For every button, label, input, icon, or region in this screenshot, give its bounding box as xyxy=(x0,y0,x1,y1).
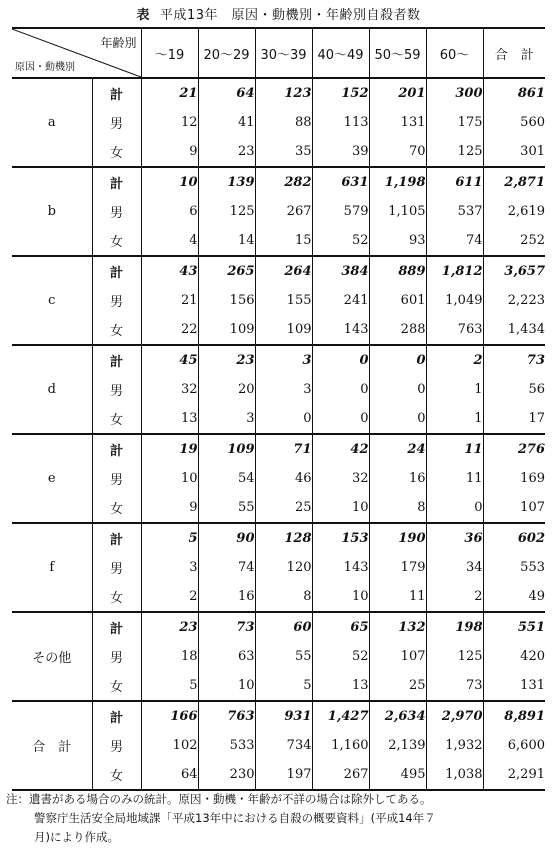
data-cell: 74 xyxy=(198,553,255,582)
data-cell: 201 xyxy=(369,78,426,108)
col-header-40s: 40～49 xyxy=(312,28,369,78)
data-cell: 267 xyxy=(255,197,312,226)
data-cell: 230 xyxy=(198,760,255,790)
data-cell: 4 xyxy=(141,226,198,256)
data-cell: 12 xyxy=(141,108,198,137)
cause-label: 合 計 xyxy=(12,701,92,790)
data-cell: 1,198 xyxy=(369,167,426,197)
table-row xyxy=(12,582,545,612)
row-kind-total: 計 xyxy=(92,434,141,464)
data-cell: 25 xyxy=(369,671,426,701)
table-row xyxy=(12,464,545,493)
row-kind-female: 女 xyxy=(92,226,141,256)
row-kind-total: 計 xyxy=(92,256,141,286)
title-prefix: 表 xyxy=(136,8,150,23)
data-cell: 109 xyxy=(198,434,255,464)
row-kind-male: 男 xyxy=(92,731,141,760)
corner-cause-label: 原因・動機別 xyxy=(15,62,75,73)
cause-label: b xyxy=(12,167,92,256)
data-cell: 34 xyxy=(426,553,483,582)
row-total-cell: 2,619 xyxy=(483,197,545,226)
data-cell: 70 xyxy=(369,137,426,167)
table-row xyxy=(12,226,545,256)
row-total-cell: 2,291 xyxy=(483,760,545,790)
row-kind-total: 計 xyxy=(92,612,141,642)
data-cell: 23 xyxy=(198,137,255,167)
data-cell: 155 xyxy=(255,286,312,315)
data-cell: 1,932 xyxy=(426,731,483,760)
row-kind-male: 男 xyxy=(92,464,141,493)
data-cell: 64 xyxy=(198,78,255,108)
data-cell: 495 xyxy=(369,760,426,790)
data-cell: 52 xyxy=(312,226,369,256)
data-cell: 13 xyxy=(312,671,369,701)
data-cell: 16 xyxy=(198,582,255,612)
col-header-under-19: ～19 xyxy=(141,28,198,78)
data-cell: 2 xyxy=(426,345,483,375)
row-total-cell: 8,891 xyxy=(483,701,545,731)
data-cell: 10 xyxy=(141,167,198,197)
table-row xyxy=(12,760,545,790)
data-cell: 0 xyxy=(312,404,369,434)
row-kind-male: 男 xyxy=(92,197,141,226)
data-cell: 41 xyxy=(198,108,255,137)
data-cell: 11 xyxy=(426,464,483,493)
data-cell: 1,812 xyxy=(426,256,483,286)
data-cell: 300 xyxy=(426,78,483,108)
data-cell: 537 xyxy=(426,197,483,226)
data-cell: 23 xyxy=(198,345,255,375)
table-row xyxy=(12,523,545,553)
table-row xyxy=(12,108,545,137)
row-total-cell: 2,871 xyxy=(483,167,545,197)
table-row xyxy=(12,434,545,464)
data-cell: 156 xyxy=(198,286,255,315)
data-cell: 2,970 xyxy=(426,701,483,731)
row-kind-male: 男 xyxy=(92,375,141,404)
col-header-60-plus: 60～ xyxy=(426,28,483,78)
table-row xyxy=(12,731,545,760)
row-total-cell: 861 xyxy=(483,78,545,108)
data-cell: 1,038 xyxy=(426,760,483,790)
table-row xyxy=(12,315,545,345)
data-cell: 579 xyxy=(312,197,369,226)
row-total-cell: 1,434 xyxy=(483,315,545,345)
data-cell: 1 xyxy=(426,375,483,404)
data-cell: 265 xyxy=(198,256,255,286)
data-cell: 25 xyxy=(255,493,312,523)
row-kind-total: 計 xyxy=(92,167,141,197)
cause-label: c xyxy=(12,256,92,345)
row-total-cell: 73 xyxy=(483,345,545,375)
data-cell: 20 xyxy=(198,375,255,404)
row-total-cell: 602 xyxy=(483,523,545,553)
data-cell: 125 xyxy=(198,197,255,226)
data-cell: 55 xyxy=(198,493,255,523)
data-cell: 10 xyxy=(312,493,369,523)
col-header-total: 合 計 xyxy=(483,28,545,78)
title-text: 平成13年 原因・動機別・年齢別自殺者数 xyxy=(159,8,421,23)
footnote-line-3: 月)により作成。 xyxy=(34,830,119,844)
data-cell: 123 xyxy=(255,78,312,108)
row-kind-female: 女 xyxy=(92,582,141,612)
data-cell: 52 xyxy=(312,642,369,671)
row-kind-total: 計 xyxy=(92,523,141,553)
data-cell: 54 xyxy=(198,464,255,493)
data-cell: 32 xyxy=(312,464,369,493)
col-header-30s: 30～39 xyxy=(255,28,312,78)
data-cell: 60 xyxy=(255,612,312,642)
row-kind-male: 男 xyxy=(92,108,141,137)
data-cell: 73 xyxy=(198,612,255,642)
data-cell: 2 xyxy=(141,582,198,612)
row-total-cell: 131 xyxy=(483,671,545,701)
data-cell: 11 xyxy=(369,582,426,612)
table-row xyxy=(12,375,545,404)
data-cell: 5 xyxy=(141,671,198,701)
data-cell: 611 xyxy=(426,167,483,197)
cause-label: a xyxy=(12,78,92,167)
data-cell: 2,634 xyxy=(369,701,426,731)
row-total-cell: 6,600 xyxy=(483,731,545,760)
table-row xyxy=(12,167,545,197)
data-cell: 107 xyxy=(369,642,426,671)
row-total-cell: 107 xyxy=(483,493,545,523)
data-cell: 1,105 xyxy=(369,197,426,226)
corner-cell xyxy=(12,28,141,78)
data-cell: 35 xyxy=(255,137,312,167)
data-cell: 39 xyxy=(312,137,369,167)
data-cell: 2 xyxy=(426,582,483,612)
data-cell: 264 xyxy=(255,256,312,286)
data-cell: 143 xyxy=(312,315,369,345)
data-cell: 45 xyxy=(141,345,198,375)
data-cell: 139 xyxy=(198,167,255,197)
table-row xyxy=(12,612,545,642)
data-cell: 93 xyxy=(369,226,426,256)
row-total-cell: 276 xyxy=(483,434,545,464)
data-cell: 10 xyxy=(141,464,198,493)
row-kind-total: 計 xyxy=(92,701,141,731)
footnote xyxy=(6,790,551,847)
data-cell: 55 xyxy=(255,642,312,671)
data-cell: 1,160 xyxy=(312,731,369,760)
data-cell: 8 xyxy=(255,582,312,612)
suicide-statistics-table xyxy=(12,27,545,791)
data-cell: 132 xyxy=(369,612,426,642)
data-cell: 23 xyxy=(141,612,198,642)
table-row xyxy=(12,345,545,375)
data-cell: 63 xyxy=(198,642,255,671)
row-total-cell: 301 xyxy=(483,137,545,167)
row-total-cell: 56 xyxy=(483,375,545,404)
table-row xyxy=(12,642,545,671)
table-row xyxy=(12,701,545,731)
data-cell: 198 xyxy=(426,612,483,642)
data-cell: 1,427 xyxy=(312,701,369,731)
col-header-50s: 50～59 xyxy=(369,28,426,78)
data-cell: 190 xyxy=(369,523,426,553)
data-cell: 102 xyxy=(141,731,198,760)
data-cell: 3 xyxy=(198,404,255,434)
data-cell: 65 xyxy=(312,612,369,642)
row-kind-total: 計 xyxy=(92,345,141,375)
table-row xyxy=(12,286,545,315)
data-cell: 64 xyxy=(141,760,198,790)
data-cell: 166 xyxy=(141,701,198,731)
row-total-cell: 560 xyxy=(483,108,545,137)
data-cell: 19 xyxy=(141,434,198,464)
footnote-line-2: 警察庁生活安全局地域課「平成13年中における自殺の概要資料」(平成14年７ xyxy=(34,811,436,825)
data-cell: 10 xyxy=(198,671,255,701)
data-cell: 16 xyxy=(369,464,426,493)
row-kind-female: 女 xyxy=(92,493,141,523)
row-total-cell: 420 xyxy=(483,642,545,671)
data-cell: 267 xyxy=(312,760,369,790)
table-row xyxy=(12,137,545,167)
data-cell: 125 xyxy=(426,642,483,671)
data-cell: 288 xyxy=(369,315,426,345)
data-cell: 131 xyxy=(369,108,426,137)
data-cell: 0 xyxy=(312,375,369,404)
data-cell: 0 xyxy=(369,404,426,434)
row-total-cell: 17 xyxy=(483,404,545,434)
data-cell: 73 xyxy=(426,671,483,701)
data-cell: 128 xyxy=(255,523,312,553)
data-cell: 0 xyxy=(426,493,483,523)
data-cell: 152 xyxy=(312,78,369,108)
data-cell: 282 xyxy=(255,167,312,197)
row-total-cell: 3,657 xyxy=(483,256,545,286)
data-cell: 46 xyxy=(255,464,312,493)
data-cell: 120 xyxy=(255,553,312,582)
data-cell: 153 xyxy=(312,523,369,553)
row-kind-female: 女 xyxy=(92,404,141,434)
cause-label: e xyxy=(12,434,92,523)
data-cell: 11 xyxy=(426,434,483,464)
data-cell: 10 xyxy=(312,582,369,612)
table-row xyxy=(12,671,545,701)
data-cell: 384 xyxy=(312,256,369,286)
data-cell: 1,049 xyxy=(426,286,483,315)
data-cell: 931 xyxy=(255,701,312,731)
row-kind-male: 男 xyxy=(92,553,141,582)
data-cell: 24 xyxy=(369,434,426,464)
row-total-cell: 49 xyxy=(483,582,545,612)
row-total-cell: 553 xyxy=(483,553,545,582)
data-cell: 601 xyxy=(369,286,426,315)
data-cell: 18 xyxy=(141,642,198,671)
data-cell: 109 xyxy=(255,315,312,345)
footnote-line-1: 注：遺書がある場合のみの統計。原因・動機・年齢が不詳の場合は除外してある。 xyxy=(6,792,432,806)
row-kind-female: 女 xyxy=(92,137,141,167)
data-cell: 90 xyxy=(198,523,255,553)
data-cell: 74 xyxy=(426,226,483,256)
data-cell: 179 xyxy=(369,553,426,582)
data-cell: 763 xyxy=(426,315,483,345)
table-body xyxy=(12,78,545,790)
data-cell: 763 xyxy=(198,701,255,731)
row-kind-female: 女 xyxy=(92,671,141,701)
table-row xyxy=(12,78,545,108)
data-cell: 3 xyxy=(255,375,312,404)
row-kind-total: 計 xyxy=(92,78,141,108)
data-cell: 5 xyxy=(141,523,198,553)
data-cell: 631 xyxy=(312,167,369,197)
cause-label: f xyxy=(12,523,92,612)
row-kind-male: 男 xyxy=(92,642,141,671)
cause-label: d xyxy=(12,345,92,434)
data-cell: 88 xyxy=(255,108,312,137)
table-row xyxy=(12,404,545,434)
data-cell: 71 xyxy=(255,434,312,464)
data-cell: 197 xyxy=(255,760,312,790)
data-cell: 0 xyxy=(369,345,426,375)
table-row xyxy=(12,493,545,523)
row-total-cell: 252 xyxy=(483,226,545,256)
table-row xyxy=(12,256,545,286)
data-cell: 3 xyxy=(141,553,198,582)
row-kind-male: 男 xyxy=(92,286,141,315)
data-cell: 43 xyxy=(141,256,198,286)
header-row xyxy=(12,28,545,78)
data-cell: 889 xyxy=(369,256,426,286)
table-row xyxy=(12,553,545,582)
data-cell: 15 xyxy=(255,226,312,256)
data-cell: 21 xyxy=(141,286,198,315)
row-kind-female: 女 xyxy=(92,315,141,345)
data-cell: 36 xyxy=(426,523,483,553)
data-cell: 22 xyxy=(141,315,198,345)
data-cell: 2,139 xyxy=(369,731,426,760)
data-cell: 125 xyxy=(426,137,483,167)
table-title xyxy=(0,4,557,23)
data-cell: 0 xyxy=(312,345,369,375)
corner-age-label: 年齢別 xyxy=(100,36,137,50)
col-header-20s: 20～29 xyxy=(198,28,255,78)
data-cell: 533 xyxy=(198,731,255,760)
data-cell: 32 xyxy=(141,375,198,404)
data-cell: 3 xyxy=(255,345,312,375)
data-cell: 42 xyxy=(312,434,369,464)
data-cell: 0 xyxy=(369,375,426,404)
data-cell: 0 xyxy=(255,404,312,434)
data-cell: 5 xyxy=(255,671,312,701)
cause-label: その他 xyxy=(12,612,92,701)
data-cell: 8 xyxy=(369,493,426,523)
data-cell: 734 xyxy=(255,731,312,760)
data-cell: 13 xyxy=(141,404,198,434)
row-total-cell: 169 xyxy=(483,464,545,493)
data-cell: 21 xyxy=(141,78,198,108)
row-total-cell: 551 xyxy=(483,612,545,642)
data-cell: 241 xyxy=(312,286,369,315)
data-cell: 6 xyxy=(141,197,198,226)
row-kind-female: 女 xyxy=(92,760,141,790)
data-cell: 1 xyxy=(426,404,483,434)
table-row xyxy=(12,197,545,226)
data-cell: 143 xyxy=(312,553,369,582)
row-total-cell: 2,223 xyxy=(483,286,545,315)
data-cell: 113 xyxy=(312,108,369,137)
data-cell: 109 xyxy=(198,315,255,345)
data-cell: 14 xyxy=(198,226,255,256)
data-cell: 9 xyxy=(141,137,198,167)
data-cell: 9 xyxy=(141,493,198,523)
data-cell: 175 xyxy=(426,108,483,137)
